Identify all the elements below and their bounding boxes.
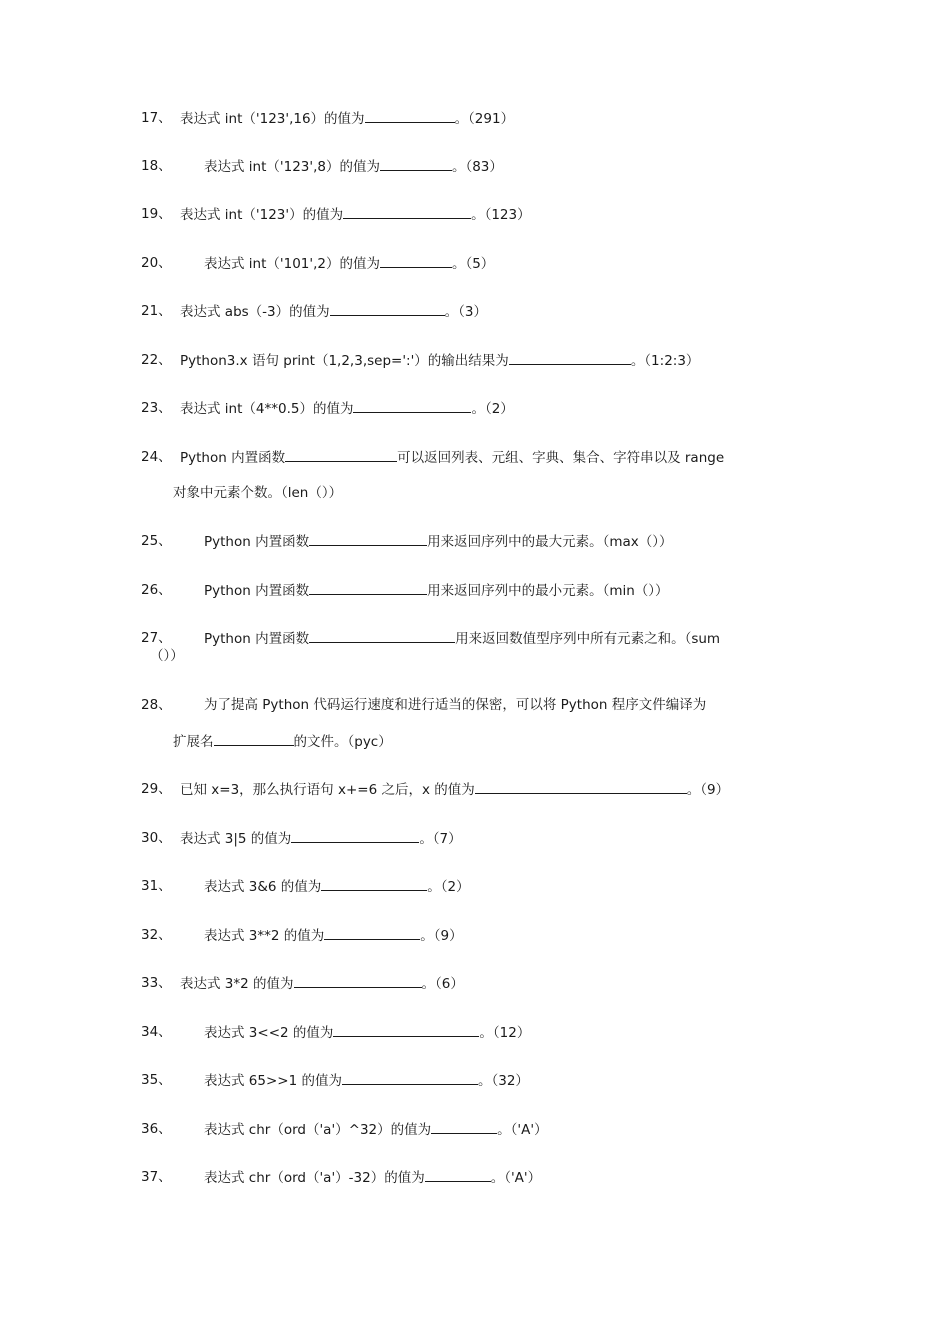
answer-blank[interactable] [214, 731, 294, 746]
question-text: 表达式 abs（-3）的值为 [180, 304, 330, 320]
question-number: 19、 [141, 206, 172, 222]
question-17 [0, 108, 950, 128]
answer-blank[interactable] [309, 628, 455, 643]
question-answer: 。（291） [454, 111, 515, 127]
question-text: 表达式 3&6 的值为 [204, 879, 322, 895]
question-answer: 。（83） [451, 159, 503, 175]
answer-blank[interactable] [285, 447, 397, 462]
question-number: 25、 [141, 533, 172, 549]
question-text: 表达式 3*2 的值为 [180, 976, 294, 992]
question-answer: 。（3） [444, 304, 487, 320]
answer-blank[interactable] [333, 1022, 479, 1037]
question-text: 表达式 int（'101',2）的值为 [204, 256, 380, 272]
answer-blank[interactable] [380, 253, 452, 268]
question-37 [0, 1167, 950, 1187]
question-text: 已知 x=3，那么执行语句 x+=6 之后，x 的值为 [180, 782, 475, 798]
question-number: 30、 [141, 830, 172, 846]
question-text: Python3.x 语句 print（1,2,3,sep=':'）的输出结果为 [180, 353, 509, 369]
answer-blank[interactable] [294, 973, 422, 988]
question-number: 23、 [141, 400, 172, 416]
question-text: Python 内置函数 [180, 450, 286, 466]
question-text: 表达式 65>>1 的值为 [204, 1073, 342, 1089]
question-text: 表达式 chr（ord（'a'）^32）的值为 [204, 1122, 432, 1138]
answer-blank[interactable] [342, 1070, 478, 1085]
question-number: 29、 [141, 781, 172, 797]
question-answer: 用来返回序列中的最大元素。（max（）） [427, 534, 673, 550]
question-answer: 。（12） [479, 1025, 531, 1041]
answer-blank[interactable] [309, 580, 427, 595]
question-number: 24、 [141, 449, 172, 465]
answer-blank[interactable] [309, 531, 427, 546]
question-text: Python 内置函数 [204, 583, 310, 599]
answer-blank[interactable] [330, 301, 445, 316]
question-text: 为了提高 Python 代码运行速度和进行适当的保密，可以将 Python 程序文件编译为 [204, 697, 707, 713]
question-number: 21、 [141, 303, 172, 319]
question-number: 35、 [141, 1072, 172, 1088]
answer-blank[interactable] [291, 828, 419, 843]
question-text: 表达式 3<<2 的值为 [204, 1025, 334, 1041]
question-number: 27、 [141, 630, 172, 646]
question-answer: 。（1:2:3） [630, 353, 700, 369]
question-answer: 的文件。（pyc） [293, 734, 392, 750]
question-answer: 。（5） [451, 256, 495, 272]
question-23 [0, 398, 950, 418]
question-22 [0, 350, 950, 370]
question-text: 表达式 chr（ord（'a'）-32）的值为 [204, 1170, 425, 1186]
question-19 [0, 204, 950, 224]
question-number: 28、 [141, 697, 172, 713]
question-number: 33、 [141, 975, 172, 991]
question-text: 表达式 3|5 的值为 [180, 831, 292, 847]
answer-blank[interactable] [324, 925, 420, 940]
answer-blank[interactable] [353, 398, 471, 413]
question-text: 表达式 int（'123',8）的值为 [204, 159, 380, 175]
question-21 [0, 301, 950, 321]
question-number: 31、 [141, 878, 172, 894]
question-answer: 。（32） [477, 1073, 529, 1089]
question-answer: 。（2） [427, 879, 470, 895]
question-number: 32、 [141, 927, 172, 943]
answer-blank[interactable] [431, 1119, 497, 1134]
question-answer: 用来返回数值型序列中所有元素之和。（sum [455, 631, 721, 647]
answer-blank[interactable] [380, 156, 452, 171]
question-number: 34、 [141, 1024, 172, 1040]
answer-blank[interactable] [509, 350, 631, 365]
question-36 [0, 1119, 950, 1139]
question-answer: 。（123） [471, 207, 531, 223]
answer-blank[interactable] [425, 1167, 491, 1182]
question-33 [0, 973, 950, 993]
question-answer: 用来返回序列中的最小元素。（min（）） [427, 583, 669, 599]
question-text: 扩展名 [173, 734, 214, 750]
question-27 [0, 628, 950, 648]
question-number: 37、 [141, 1169, 172, 1185]
question-28 [0, 695, 950, 715]
question-number: 20、 [141, 255, 172, 271]
question-continuation: 对象中元素个数。（len（）） [173, 485, 343, 501]
question-number: 22、 [141, 352, 172, 368]
question-25 [0, 531, 950, 551]
question-answer: 可以返回列表、元组、字典、集合、字符串以及 range [397, 450, 725, 466]
question-text: 表达式 3**2 的值为 [204, 928, 325, 944]
question-29 [0, 779, 950, 799]
question-31 [0, 876, 950, 896]
question-text: Python 内置函数 [204, 534, 310, 550]
question-24 [0, 447, 950, 467]
question-number: 18、 [141, 158, 172, 174]
question-text: 表达式 int（'123'）的值为 [180, 207, 344, 223]
question-answer: 。（2） [471, 401, 514, 417]
answer-blank[interactable] [321, 876, 427, 891]
question-number: 17、 [141, 110, 172, 126]
question-34 [0, 1022, 950, 1042]
answer-blank[interactable] [365, 108, 455, 123]
question-32 [0, 925, 950, 945]
question-answer: 。（6） [421, 976, 464, 992]
question-answer: 。（7） [419, 831, 462, 847]
question-answer: 。（'A'） [497, 1122, 548, 1138]
question-answer: 。（9） [686, 782, 730, 798]
question-text: 表达式 int（'123',16）的值为 [180, 111, 365, 127]
answer-blank[interactable] [343, 204, 471, 219]
question-35 [0, 1070, 950, 1090]
answer-blank[interactable] [475, 779, 687, 794]
question-30 [0, 828, 950, 848]
question-answer: 。（9） [420, 928, 463, 944]
question-number: 26、 [141, 582, 172, 598]
question-continuation: （）） [150, 648, 184, 664]
question-26 [0, 580, 950, 600]
question-text: 表达式 int（4**0.5）的值为 [180, 401, 354, 417]
question-number: 36、 [141, 1121, 172, 1137]
question-20 [0, 253, 950, 273]
question-answer: 。（'A'） [490, 1170, 542, 1186]
question-text: Python 内置函数 [204, 631, 310, 647]
question-continuation [173, 731, 392, 752]
question-18 [0, 156, 950, 176]
